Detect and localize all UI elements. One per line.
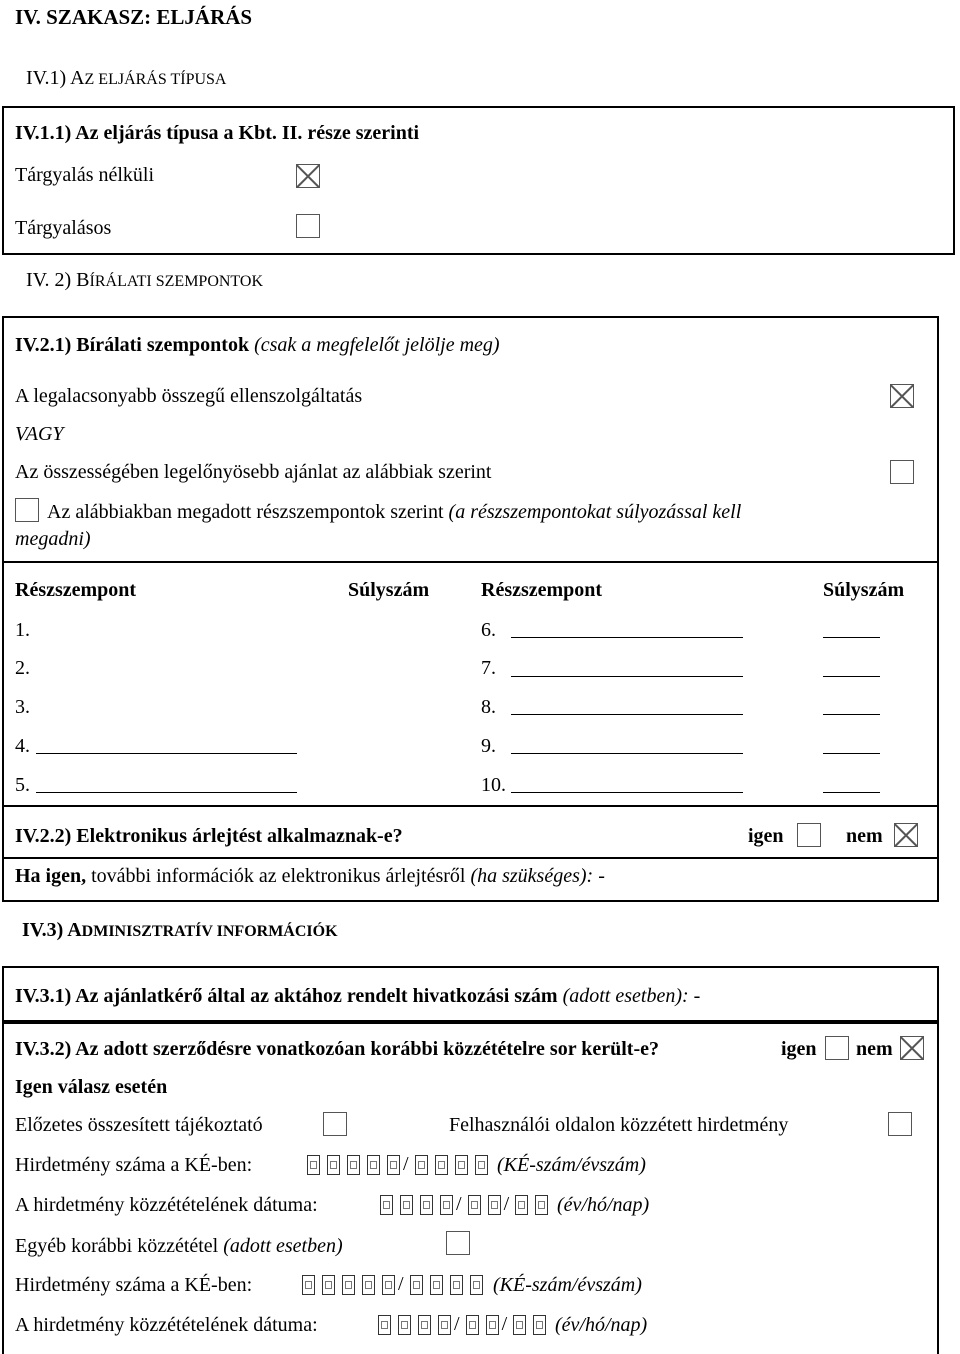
criterion-input-line[interactable] [36, 753, 297, 754]
publication-date-hint: (év/hó/nap) [555, 1314, 648, 1336]
weight-input-line[interactable] [823, 792, 880, 793]
criterion-number: 5. [15, 774, 30, 796]
divider [2, 805, 939, 807]
other-publication-label: Egyéb korábbi közzététel [15, 1235, 219, 1257]
other-publication [15, 1236, 343, 1256]
criterion-number: 2. [15, 657, 30, 679]
publication-date-label: A hirdetmény közzétételének dátuma: [15, 1314, 318, 1336]
section-iv3-title: DMINISZTRATÍV INFORMÁCIÓK [81, 923, 338, 940]
previous-publication-box [2, 1022, 939, 1354]
e-auction-info [15, 866, 605, 886]
most-advantageous-checkbox[interactable] [890, 460, 914, 484]
procedure-type-question: IV.1.1) Az eljárás típusa a Kbt. II. része szerinti [15, 122, 420, 144]
criterion-number: 8. [481, 696, 496, 718]
col-header-subcriterion-left: Részszempont [15, 579, 137, 601]
col-header-subcriterion-right: Részszempont [481, 579, 603, 601]
publication-date-hint: (év/hó/nap) [557, 1194, 650, 1216]
section-iv2-title: ÍRÁLATI SZEMPONTOK [89, 273, 264, 290]
criterion-number: 3. [15, 696, 30, 718]
weight-input-line[interactable] [823, 637, 880, 638]
notice-number-field[interactable]: / [307, 1153, 495, 1176]
e-auction-yes-checkbox[interactable] [797, 823, 821, 847]
e-auction-info-hint: (ha szükséges): - [465, 865, 605, 887]
publication-date-label: A hirdetmény közzétételének dátuma: [15, 1194, 318, 1216]
e-auction-info-text: további információk az elektronikus árlejtésről [86, 865, 466, 887]
criterion-input-line[interactable] [511, 637, 743, 638]
weight-input-line[interactable] [823, 753, 880, 754]
previous-publication-yes-label: igen [781, 1038, 817, 1060]
criterion-input-line[interactable] [36, 792, 297, 793]
e-auction-no-label: nem [846, 825, 883, 847]
section-title: IV. SZAKASZ: ELJÁRÁS [15, 5, 253, 29]
publication-date-field[interactable]: / / [380, 1193, 555, 1216]
e-auction-question: IV.2.2) Elektronikus árlejtést alkalmaznak-e? [15, 825, 403, 847]
notice-number-label: Hirdetmény száma a KÉ-ben: [15, 1274, 253, 1296]
section-iv2-heading [26, 270, 263, 290]
reference-number-hint: (adott esetben): - [557, 985, 701, 1007]
notice-number-hint: (KÉ-szám/évszám) [493, 1274, 642, 1296]
reference-number [15, 986, 700, 1006]
other-publication-checkbox[interactable] [446, 1231, 470, 1255]
publication-date-field[interactable]: / / [378, 1313, 553, 1336]
e-auction-info-lead: Ha igen, [15, 865, 87, 887]
weight-input-line[interactable] [823, 714, 880, 715]
col-header-weight-right: Súlyszám [823, 579, 905, 601]
col-header-weight-left: Súlyszám [348, 579, 430, 601]
section-iv1-title: Z ELJÁRÁS TÍPUSA [84, 71, 227, 88]
most-advantageous-label: Az összességében legelőnyösebb ajánlat az alábbiak szerint [15, 461, 492, 483]
section-iv2-number: IV. 2) B [26, 269, 90, 291]
criterion-number: 7. [481, 657, 496, 679]
sub-criteria-checkbox[interactable] [15, 498, 39, 522]
section-iv3-number: IV.3) A [22, 919, 82, 941]
section-iv1-number: IV.1) A [26, 67, 85, 89]
reference-number-label: IV.3.1) Az ajánlatkérő által az aktához rendelt hivatkozási szám [15, 985, 558, 1007]
section-iv1-heading [26, 68, 226, 88]
criterion-input-line[interactable] [511, 753, 743, 754]
buyer-profile-notice-label: Felhasználói oldalon közzétett hirdetmény [449, 1114, 789, 1136]
notice-number-field[interactable]: / [302, 1273, 490, 1296]
criterion-input-line[interactable] [511, 676, 743, 677]
criterion-number: 6. [481, 619, 496, 641]
prior-info-notice-checkbox[interactable] [323, 1112, 347, 1136]
notice-number-label: Hirdetmény száma a KÉ-ben: [15, 1154, 253, 1176]
divider [2, 561, 939, 563]
criterion-number: 9. [481, 735, 496, 757]
sub-criteria-note [47, 502, 741, 522]
evaluation-criteria-heading [15, 335, 500, 355]
other-publication-hint: (adott esetben) [218, 1235, 343, 1257]
sub-criteria-note-hint: (a részszempontokat súlyozással kell [443, 501, 742, 523]
weight-input-line[interactable] [823, 676, 880, 677]
prior-info-notice-label: Előzetes összesített tájékoztató [15, 1114, 263, 1136]
evaluation-criteria-hint: (csak a megfelelőt jelölje meg) [249, 334, 500, 356]
e-auction-no-checkbox[interactable] [894, 823, 918, 847]
previous-publication-no-checkbox[interactable] [900, 1036, 924, 1060]
yes-case-label: Igen válasz esetén [15, 1076, 168, 1098]
option-no-negotiation-checkbox[interactable] [296, 164, 320, 188]
divider [2, 857, 939, 859]
notice-number-hint: (KÉ-szám/évszám) [497, 1154, 646, 1176]
sub-criteria-note-hint-cont: megadni) [15, 528, 91, 550]
lowest-price-checkbox[interactable] [890, 384, 914, 408]
option-no-negotiation-label: Tárgyalás nélküli [15, 164, 155, 186]
or-label: VAGY [15, 423, 64, 445]
criterion-input-line[interactable] [511, 714, 743, 715]
lowest-price-label: A legalacsonyabb összegű ellenszolgáltatás [15, 385, 363, 407]
criterion-input-line[interactable] [511, 792, 743, 793]
previous-publication-yes-checkbox[interactable] [825, 1036, 849, 1060]
option-negotiated-checkbox[interactable] [296, 214, 320, 238]
evaluation-criteria-title: IV.2.1) Bírálati szempontok [15, 334, 250, 356]
buyer-profile-notice-checkbox[interactable] [888, 1112, 912, 1136]
criterion-number: 4. [15, 735, 30, 757]
criterion-number: 1. [15, 619, 30, 641]
criterion-number: 10. [481, 774, 506, 796]
previous-publication-no-label: nem [856, 1038, 893, 1060]
e-auction-yes-label: igen [748, 825, 784, 847]
section-iv3-heading [22, 920, 338, 940]
sub-criteria-note-text: Az alábbiakban megadott részszempontok szerint [47, 501, 444, 523]
option-negotiated-label: Tárgyalásos [15, 217, 112, 239]
previous-publication-question: IV.3.2) Az adott szerződésre vonatkozóan korábbi közzétételre sor került-e? [15, 1038, 659, 1060]
